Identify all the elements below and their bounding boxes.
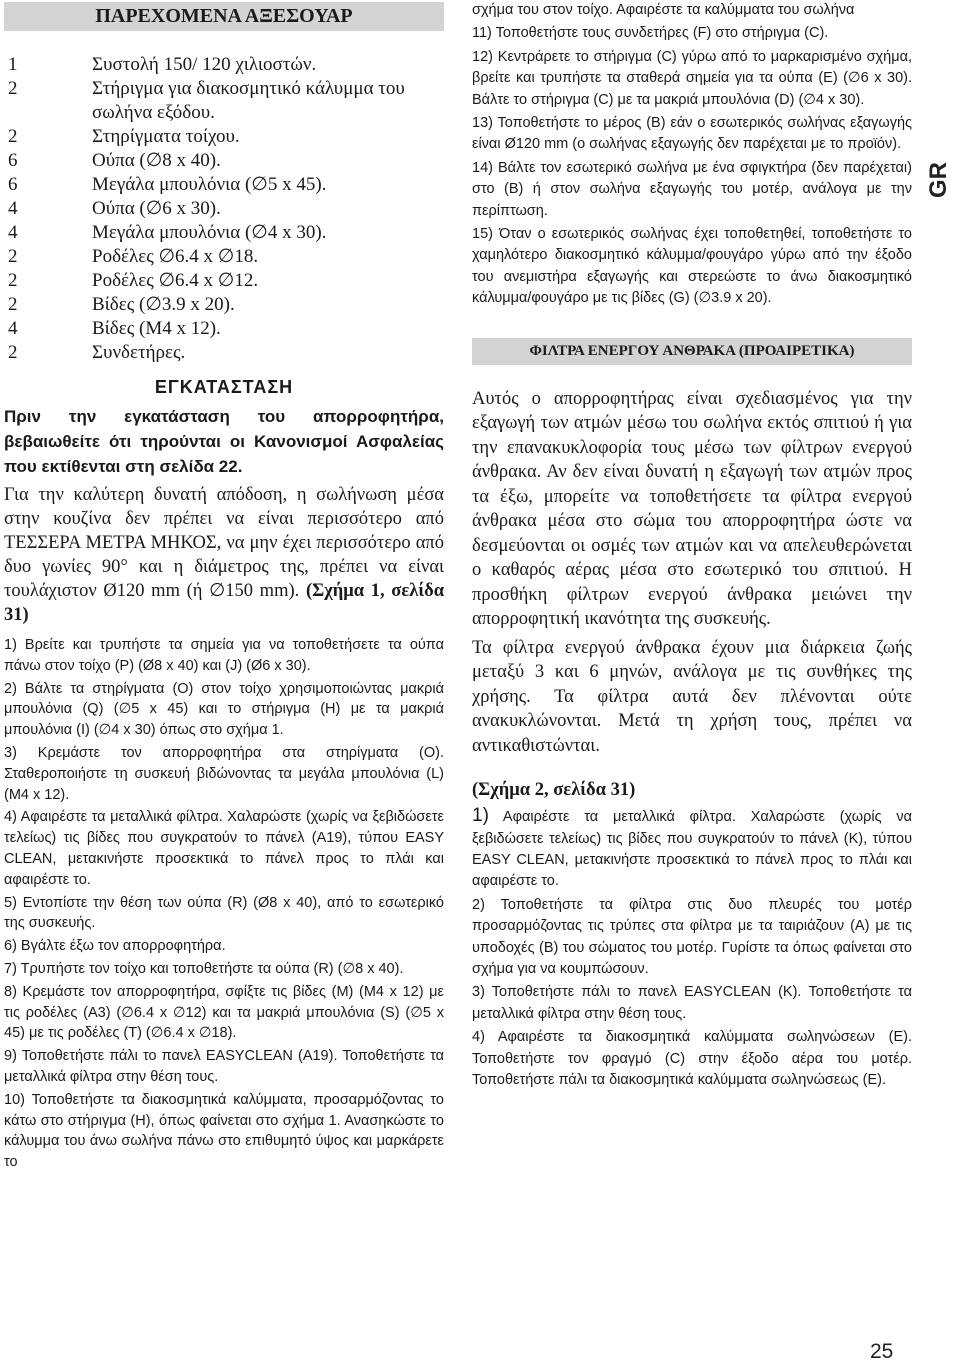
accessory-qty: 2 (8, 270, 18, 291)
figure-2-reference: (Σχήμα 2, σελίδα 31) (472, 780, 636, 801)
page-number: 25 (870, 1340, 894, 1363)
filter-step-1 (472, 805, 912, 893)
accessory-item (4, 317, 444, 341)
accessory-text: Βίδες (M4 x 12). (92, 318, 221, 339)
figure-1-reference: (Σχήμα 1, σελίδα 31) (4, 581, 445, 625)
filters-description (472, 387, 912, 759)
filter-step: 3) Τοποθετήστε πάλι το πανελ EASYCLEAN (K). Τοποθετήστε τα μεταλλικά φίλτρα στην θέση τους. (472, 984, 912, 1022)
installation-step: 7) Τρυπήστε τον τοίχο και τοποθετήστε τα ούπα (R) (∅8 x 40). (4, 960, 404, 977)
safety-warning: Πριν την εγκατάσταση του απορροφητήρα, βεβαιωθείτε ότι τηρούνται οι Κανονισμοί Ασφαλείας που εκτίθενται στη σελίδα 22. (4, 407, 444, 476)
accessories-list (4, 53, 444, 365)
accessory-item (4, 173, 444, 197)
right-column (472, 0, 912, 1093)
accessory-qty: 4 (8, 198, 18, 219)
accessory-text: Βίδες (∅3.9 x 20). (92, 294, 235, 315)
accessory-item (4, 197, 444, 221)
language-tab-label: GR (925, 162, 952, 198)
accessory-qty: 2 (8, 342, 18, 363)
installation-step: 2) Βάλτε τα στηρίγματα (O) στον τοίχο χρησιμοποιώντας μακριά μπουλόνια (Q) (∅5 x 45) και το στήριγμα (H) με τα μακριά μπουλόνια (I) (∅4 x 30) όπως στο σχήμα 1. (4, 680, 444, 739)
filters-steps (472, 805, 912, 1091)
accessory-text: Συστολή 150/ 120 χιλιοστών. (92, 54, 317, 75)
installation-step: 8) Κρεμάστε τον απορροφητήρα, σφίξτε τις βίδες (M) (M4 x 12) με τις ροδέλες (A3) (∅6.4 x ∅12) και τα μακριά μπουλόνια (S) (∅5 x 45) με τις ροδέλες (T) (∅6.4 x ∅18). (4, 983, 444, 1042)
accessory-qty: 6 (8, 174, 18, 195)
installation-steps-right (472, 0, 912, 310)
filter-step: 4) Αφαιρέστε τα διακοσμητικά καλύμματα σωληνώσεων (E). Τοποθετήστε τον φραγμό (C) στην έξοδο αέρα του μοτέρ. Τοποθετήστε πάλι τα διακοσμητικά καλύμματα σωληνώσεως (E). (472, 1029, 912, 1089)
intro-text: Για την καλύτερη δυνατή απόδοση, η σωλήνωση μέσα στην κουζίνα δεν πρέπει να είναι περισσότερο από ΤΕΣΣΕΡΑ ΜΕΤΡΑ ΜΗΚΟΣ, να μην έχει περισσότερο από δυο γωνίες 90° και η διάμετρος της, πρέπει να είναι τουλάχιστον Ø120 mm (ή ∅150 mm). (4, 485, 444, 601)
accessory-text: Ροδέλες ∅6.4 x ∅12. (92, 270, 259, 291)
filters-para-1: Αυτός ο απορροφητήρας είναι σχεδιασμένος για την εξαγωγή των ατμών μέσω του σωλήνα εκτός σπιτιού ή για την επανακυκλοφορία τους μέσω των φίλτρων ενεργού άνθρακα. Αν δεν είναι δυνατή η εξαγωγή των ατμών προς τα έξω, μπορείτε να τοποθετήσετε τα φίλτρα ενεργού άνθρακα μέσα στο σώμα του απορροφητήρα ώστε να δεσμεύονται οι οσμές των ατμών και να απελευθερώνεται ο καθαρός αέρας μέσα στο εσωτερικό του σπιτιού. Η προσθήκη φίλτρων ενεργού άνθρακα μειώνει την απορροφητική ικανότητα της συσκευής. (472, 388, 912, 630)
accessory-qty: 4 (8, 222, 18, 243)
accessory-text: Συνδετήρες. (92, 342, 186, 363)
accessory-qty: 1 (8, 54, 18, 75)
accessory-item (4, 341, 444, 365)
language-tab (917, 150, 957, 210)
accessory-qty: 2 (8, 246, 18, 267)
accessory-text: Ροδέλες ∅6.4 x ∅18. (92, 246, 259, 267)
installation-step: 4) Αφαιρέστε τα μεταλλικά φίλτρα. Χαλαρώστε (χωρίς να ξεβιδώσετε τελείως) τις βίδες που συγκρατούν το πάνελ (A19), τύπου EASY CLEAN, μετακινήστε προσεκτικά το πάνελ προς το πλάι και αφαιρέστε το. (4, 809, 444, 888)
filters-para-2: Τα φίλτρα ενεργού άνθρακα έχουν μια διάρκεια ζωής μεταξύ 3 και 6 μηνών, ανάλογα με τις συνθήκες της χρήσης. Τα φίλτρα αυτά δεν πλένονται ούτε ανακυκλώνονται. Μετά τη χρήση τους, πρέπει να αντικαθιστώνται. (472, 637, 912, 756)
installation-step: 1) Βρείτε και τρυπήστε τα σημεία για να τοποθετήσετε τα ούπα πάνω στον τοίχο (P) (Ø8 x 40) και (J) (Ø6 x 30). (4, 637, 444, 674)
accessory-qty: 6 (8, 150, 18, 171)
filters-title: ΦΙΛΤΡΑ ΕΝΕΡΓΟΥ ΑΝΘΡΑΚΑ (ΠΡΟΑΙΡΕΤΙΚΑ) (472, 338, 912, 365)
installation-step: 15) Όταν ο εσωτερικός σωλήνας έχει τοποθετηθεί, τοποθετήστε το χαμηλότερο διακοσμητικό κάλυμμα/φουγάρο γύρω από την έξοδο του ανεμιστήρα εξαγωγής και στερεώστε το άνω διακοσμητικό κάλυμμα/φουγάρο με τις βίδες (G) (∅3.9 x 20). (472, 226, 912, 307)
accessory-item (4, 53, 444, 77)
installation-step: 14) Βάλτε τον εσωτερικό σωλήνα με ένα σφιγκτήρα (δεν παρέχεται) στο (B) ή στον σωλήνα εξαγωγής του μοτέρ, ανάλογα με την περίπτωση. (472, 159, 912, 219)
installation-step: 5) Εντοπίστε την θέση των ούπα (R) (Ø8 x 40), από το εσωτερικό της συσκευής. (4, 894, 444, 932)
filter-step-1-text: Αφαιρέστε τα μεταλλικά φίλτρα. Χαλαρώστε (χωρίς να ξεβιδώσετε τελείως) τις βίδες που συγκρατούν το πάνελ (K), τύπου EASY CLEAN, μετακινήστε προσεκτικά το πάνελ προς το πλάι και αφαιρέστε το. (472, 809, 912, 890)
installation-step: 3) Κρεμάστε τον απορροφητήρα στα στηρίγματα (O). Σταθεροποιήστε τη συσκευή βιδώνοντας τα μεγάλα μπουλόνια (L) (M4 x 12). (4, 744, 444, 803)
accessory-text: Μεγάλα μπουλόνια (∅4 x 30). (92, 222, 327, 243)
installation-step: σχήμα του στον τοίχο. Αφαιρέστε τα καλύμματα του σωλήνα (472, 2, 855, 18)
left-column (4, 0, 444, 1175)
installation-step: 9) Τοποθετήστε πάλι το πανελ EASYCLEAN (A19). Τοποθετήστε τα μεταλλικά φίλτρα στην θέση τους. (4, 1048, 444, 1085)
accessory-text: Στήριγμα για διακοσμητικό κάλυμμα του σωλήνα εξόδου. (92, 78, 405, 123)
filter-step-1-number: 1) (472, 805, 489, 827)
installation-step: 13) Τοποθετήστε το μέρος (B) εάν ο εσωτερικός σωλήνας εξαγωγής είναι Ø120 mm (ο σωλήνας εξαγωγής δεν παρέχεται με το προϊόν). (472, 115, 912, 153)
installation-intro (4, 483, 444, 627)
filter-step: 2) Τοποθετήστε τα φίλτρα στις δυο πλευρές του μοτέρ προσαρμόζοντας τις τρύπες στα φίλτρα με τα ταιριάζουν (A) με τις υποδοχές (B) του σώματος του μοτέρ. Γυρίστε τα όπως φαίνεται στο σχήμα για να κουμπώσουν. (472, 896, 912, 978)
accessory-item (4, 125, 444, 149)
accessory-qty: 2 (8, 78, 18, 99)
installation-step: 12) Κεντράρετε το στήριγμα (C) γύρω από το μαρκαρισμένο σχήμα, βρείτε και τρυπήστε τα σταθερά σημεία για τα ούπα (E) (∅6 x 30). Βάλτε το στήριγμα (C) με τα μακριά μπουλόνια (D) (∅4 x 30). (472, 48, 912, 108)
installation-steps-left (4, 635, 444, 1173)
accessory-item (4, 77, 444, 125)
installation-title: ΕΓΚΑΤΑΣΤΑΣΗ (154, 377, 294, 397)
accessory-qty: 2 (8, 126, 18, 147)
accessory-item (4, 149, 444, 173)
accessory-qty: 2 (8, 294, 18, 315)
installation-step: 10) Τοποθετήστε τα διακοσμητικά καλύμματα, προσαρμόζοντας το κάτω στο στήριγμα (H), όπως φαίνεται στο σχήμα 1. Ανασηκώστε το κάλυμμα του άνω σωλήνα πάνω στο επιθυμητό ύψος και μαρκάρετε το (4, 1091, 444, 1171)
accessories-title: ΠΑΡΕΧΟΜΕΝΑ ΑΞΕΣΟΥΑΡ (4, 2, 444, 31)
installation-step: 6) Βγάλτε έξω τον απορροφητήρα. (4, 938, 226, 955)
accessory-item (4, 221, 444, 245)
accessory-text: Μεγάλα μπουλόνια (∅5 x 45). (92, 174, 327, 195)
accessory-text: Ούπα (∅8 x 40). (92, 150, 221, 171)
accessory-item (4, 245, 444, 269)
accessory-text: Ούπα (∅6 x 30). (92, 198, 221, 219)
accessory-item (4, 293, 444, 317)
accessory-qty: 4 (8, 318, 18, 339)
installation-step: 11) Τοποθετήστε τους συνδετήρες (F) στο στήριγμα (C). (472, 25, 829, 42)
accessory-text: Στηρίγματα τοίχου. (92, 126, 240, 147)
accessory-item (4, 269, 444, 293)
